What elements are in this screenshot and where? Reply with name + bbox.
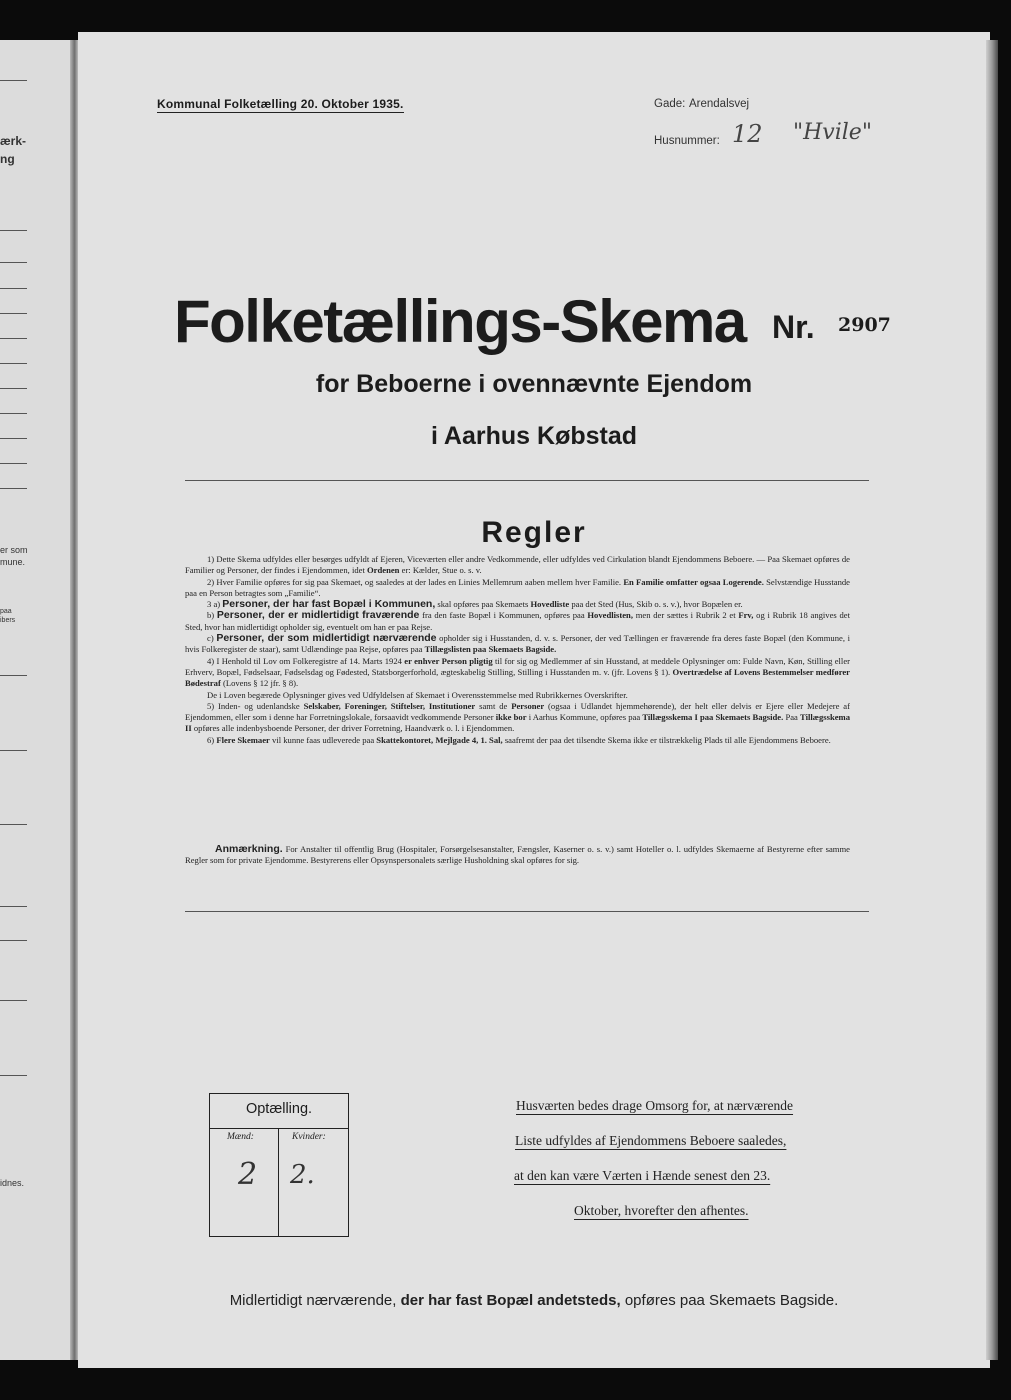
rule-line: [0, 288, 27, 289]
rule-line: [0, 675, 27, 676]
rule-line: [0, 313, 27, 314]
annotation-text: For Anstalter til offentlig Brug (Hospitaler, Forsørgelsesanstalter, Fængsler, Kaserner o. s. v.) samt Hoteller o. l. udfyldes Skemaerne af Bestyrerne efter samme Regler som for private Ejendomme. Bestyrerens eller Opsynspersonalets særlige Husholdning skal opføres for sig.: [185, 844, 850, 866]
rule-line: [0, 463, 27, 464]
rules-heading: Regler: [481, 516, 587, 549]
rules-text: [185, 554, 850, 746]
divider: [185, 911, 869, 912]
notice-line: Husværten bedes drage Omsorg for, at nærværende: [516, 1098, 794, 1113]
rule-line: [0, 940, 27, 941]
rule-4-continued: De i Loven begærede Oplysninger gives ved Udfyldelsen af Skemaet i Overensstemmelse med Rubrikkernes Overskrifter.: [207, 689, 628, 700]
divider: [185, 480, 869, 481]
count-divider: [210, 1128, 348, 1129]
rule-3b: b) Personer, der er midlertidigt fraværende fra den faste Bopæl i Kommunen, opføres paa Hovedlisten, men der sættes i Rubrik 2 et Frv, og i Rubrik 18 angives det Sted, hvor han midlertidigt opholder sig, eventuelt om han er paa Rejse.: [185, 609, 850, 632]
form-number-label: Nr.: [772, 309, 815, 345]
left-page-fragment: ærk-: [0, 134, 27, 148]
rule-5: 5) Inden- og udenlandske Selskaber, Foreninger, Stiftelser, Institutioner samt de Personer (ogsaa i Udlandet hjemmehørende), der helt eller delvis er Ejere eller Medejere af Ejendommen, eller som i denne har Forretningslokale, forsaavidt vedkommende Personer ikke bor i Aarhus Kommune, opføres paa Tillægsskema I paa Skemaets Bagside. Paa Tillægsskema II opføres alle indenbysboende Personer, der driver Forretning, Haandværk o. l. i Ejendommen.: [185, 700, 850, 734]
rule-2: 2) Hver Familie opføres for sig paa Skemaet, og saaledes at der lades en Linies Mellemrum aaben mellem hver Familie. En Familie omfatter ogsaa Logerende. Selvstændige Husstande paa en Person betragtes som „Familie“.: [185, 576, 850, 598]
form-title: Folketællings-Skema: [174, 288, 746, 355]
form-number-value: 2907: [838, 314, 891, 336]
notice-line: Liste udfyldes af Ejendommens Beboere saaledes,: [515, 1133, 787, 1148]
house-name: "Hvile": [793, 120, 872, 145]
rule-3a: 3 a) Personer, der har fast Bopæl i Kommunen, skal opføres paa Skemaets Hovedliste paa det Sted (Hus, Skib o. s. v.), hvor Bopælen er.: [207, 598, 743, 611]
rule-line: [0, 80, 27, 81]
rule-line: [0, 363, 27, 364]
rule-4: 4) I Henhold til Lov om Folkeregistre af 14. Marts 1924 er enhver Person pligtig til for sig og Medlemmer af sin Husstand, at meddele Oplysninger om: Fulde Navn, Køn, Stilling eller Erhverv, Bopæl, Fødselsaar, Fødselsdag og Fødested, Statsborgerforhold, ægteskabelig Stilling, Stilling i Husstanden m. v. (jfr. Lovens § 1). Overtrædelse af Lovens Bestemmelser medfører Bødestraf (Lovens § 12 jfr. § 8).: [185, 655, 850, 689]
rule-line: [0, 824, 27, 825]
annotation-note: [185, 844, 850, 867]
left-page-fragment: idnes.: [0, 1178, 25, 1188]
notice-line: at den kan være Værten i Hænde senest den 23.: [514, 1168, 771, 1183]
count-divider: [278, 1128, 279, 1236]
left-page-fragment: er som: [0, 545, 28, 555]
rule-3c: c) Personer, der som midlertidigt nærværende opholder sig i Husstanden, d. v. s. Personer, der ved Tællingen er fraværende fra deres faste Bopæl (den Kommune, i hvis Folkeregister de staar), samt Udlændinge paa Rejse, opføres paa Tillægslisten paa Skemaets Bagside.: [185, 632, 850, 655]
form-subtitle: for Beboerne i ovennævnte Ejendom: [315, 370, 753, 398]
left-page-fragment: paa: [0, 608, 12, 615]
rule-line: [0, 1075, 27, 1076]
census-header: Kommunal Folketælling 20. Oktober 1935.: [157, 97, 404, 111]
men-label: Mænd:: [227, 1132, 254, 1142]
rule-line: [0, 230, 27, 231]
census-form-page: [78, 32, 990, 1368]
left-page-edge: [0, 40, 76, 1360]
street-label: Gade:: [654, 98, 686, 110]
rule-line: [0, 906, 27, 907]
count-box: [209, 1093, 349, 1237]
annotation-label: Anmærkning.: [215, 843, 283, 855]
house-number-label: Husnummer:: [654, 135, 720, 147]
house-number-value: 12: [732, 120, 763, 148]
left-page-fragment: mune.: [0, 557, 26, 567]
street-value: Arendalsvej: [689, 98, 750, 110]
rule-1: 1) Dette Skema udfyldes eller besørges udfyldt af Ejeren, Viceværten eller andre Vedkommende, eller udfyldes ved Cirkulation blandt Ejendommens Beboere. — Paa Skemaet opføres de Familier og Personer, der findes i Ejendommen, idet Ordenen er: Kælder, Stue o. s. v.: [185, 554, 850, 576]
rule-line: [0, 413, 27, 414]
rule-line: [0, 388, 27, 389]
count-title: Optælling.: [245, 1101, 313, 1117]
form-subtitle-city: i Aarhus Købstad: [430, 422, 638, 450]
women-count: 2.: [290, 1160, 315, 1190]
left-page-fragment: ibers: [0, 617, 16, 624]
page-edge: [986, 40, 998, 1360]
footer-note: Midlertidigt nærværende, der har fast Bopæl andetsteds, opføres paa Skemaets Bagside.: [229, 1292, 839, 1309]
men-count: 2: [238, 1157, 258, 1192]
rule-line: [0, 338, 27, 339]
women-label: Kvinder:: [292, 1132, 326, 1142]
rule-line: [0, 488, 27, 489]
rule-line: [0, 438, 27, 439]
rule-line: [0, 1000, 27, 1001]
left-page-fragment: ng: [0, 152, 15, 166]
rule-line: [0, 750, 27, 751]
rule-line: [0, 262, 27, 263]
notice-line: Oktober, hvorefter den afhentes.: [574, 1203, 749, 1218]
rule-6: 6) Flere Skemaer vil kunne faas udleverede paa Skattekontoret, Mejlgade 4, 1. Sal, saafremt der paa det tilsendte Skema ikke er tilstrækkelig Plads til alle Ejendommens Beboere.: [207, 734, 831, 745]
